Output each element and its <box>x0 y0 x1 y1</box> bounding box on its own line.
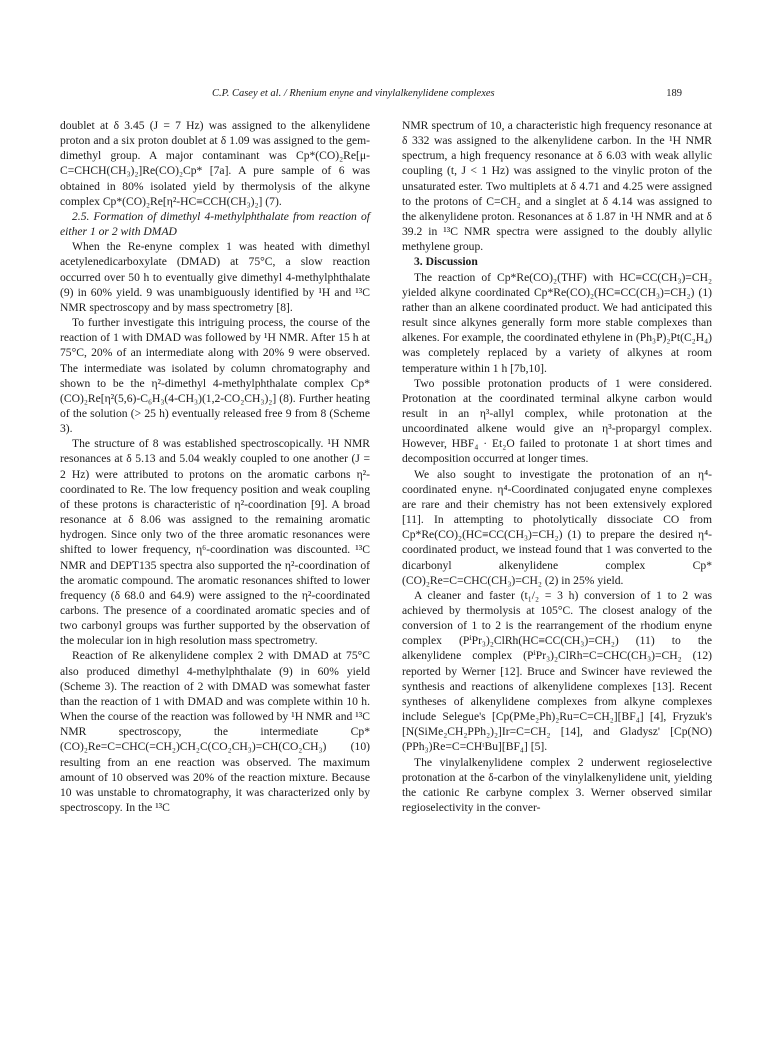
paragraph: doublet at δ 3.45 (J = 7 Hz) was assigned to the alkenylidene proton and a six proton doublet at δ 1.09 was assigned to the gem-dimethyl group. A major contaminant was Cp*(CO)₂Re[μ-C=CHCH(CH₃)₂]Re(CO)₂Cp* [7a]. A pure sample of 6 was obtained in 80% isolated yield by thermolysis of the alkyne complex Cp*(CO)₂Re[η²-HC≡CCH(CH₃)₂] (7). <box>60 119 370 208</box>
paragraph: The structure of 8 was established spectroscopically. ¹H NMR resonances at δ 5.13 and 5.04 weakly coupled to one another (J = 2 Hz) were attributed to protons on the aromatic carbons η²-coordinated to Re. The low frequency position and weak coupling of these protons is characteristic of η²-coordination [9]. A broad resonance at δ 8.06 was assigned to the remaining aromatic hydrogen. Since only two of the three aromatic resonances were shifted to lower frequency, η⁶-coordination was discounted. ¹³C NMR and DEPT135 spectra also supported the η²-coordination of the aromatic compound. The aromatic resonances shifted to lower frequency (δ 68.0 and 64.9) were assigned to the η²-coordinated carbons. The presence of a coordinated aromatic species and of two carbonyl groups was further supported by the observation of the molecular ion in high resolution mass spectrometry. <box>60 437 370 648</box>
paragraph: To further investigate this intriguing process, the course of the reaction of 1 with DMAD was followed by ¹H NMR. After 15 h at 75°C, 20% of an intermediate along with 20% 9 were observed. The intermediate was isolated by column chromatography and shown to be the η²-dimethyl 4-methylphthalate complex Cp*(CO)₂Re[η²(5,6)-C₆H₃(4-CH₃)(1,2-CO₂CH₃)₂] (8). Further heating of the solution (> 25 h) eventually released free 9 from 8 (Scheme 3). <box>60 316 370 436</box>
right-column <box>402 118 712 815</box>
paragraph: We also sought to investigate the protonation of an η⁴-coordinated enyne. η⁴-Coordinated conjugated enyne complexes are rare and their chemistry has not been extensively explored [11]. In attempting to photolytically dissociate CO from Cp*Re(CO)₂(HC≡CC(CH₃)=CH₂) (1) to prepare the desired η⁴-coordinated product, we instead found that 1 was converted to the dicarbonyl alkenylidene complex Cp*(CO)₂Re=C=CHC(CH₃)=CH₂ (2) in 25% yield. <box>402 467 712 587</box>
subsection-heading: 2.5. Formation of dimethyl 4-methylphthalate from reaction of either 1 or 2 with DMAD <box>60 209 370 239</box>
paragraph: The reaction of Cp*Re(CO)₂(THF) with HC≡CC(CH₃)=CH₂ yielded alkyne coordinated Cp*Re(CO)₂(HC≡CC(CH₃)=CH₂) (1) rather than an alkene coordinated product. We had anticipated this result since alkynes generally form more stable complexes than alkenes. For example, the coordinated ethylene in (Ph₃P)₂Pt(C₂H₄) was completely replaced by a variety of alkynes at room temperature within 1 h [7b,10]. <box>402 270 712 375</box>
paragraph: The vinylalkenylidene complex 2 underwent regioselective protonation at the δ-carbon of the vinylalkenylidene unit, yielding the cationic Re carbyne complex 3. Werner observed similar regioselectivity in the conver- <box>402 755 712 815</box>
paragraph: A cleaner and faster (t₁/₂ = 3 h) conversion of 1 to 2 was achieved by thermolysis at 105°C. The closest analogy of the conversion of 1 to 2 is the rearrangement of the rhodium enyne complex (PⁱPr₃)₂ClRh(HC≡CC(CH₃)=CH₂) (11) to the alkenylidene complex (PⁱPr₃)₂ClRh=C=CHC(CH₃)=CH₂ (12) reported by Werner [12]. Bruce and Swincer have reviewed the synthesis and reactions of alkenylidene complexes [13]. Recent syntheses of alkenylidene complexes from alkyne complexes include Selegue's [Cp(PMe₂Ph)₂Ru=C=CH₂][BF₄] [4], Fryzuk's [N(SiMe₂CH₂PPh₂)₂]Ir=C=CH₂ [14], and Gladysz' [Cp(NO)(PPh₃)Re=C=CHᵗBu][BF₄] [5]. <box>402 588 712 754</box>
page-number: 189 <box>666 88 682 99</box>
paragraph: Two possible protonation products of 1 were considered. Protonation at the coordinated terminal alkyne carbon would result in an η³-allyl complex, while protonation at the uncoordinated alkene would give an η³-propargyl complex. However, HBF₄ · Et₂O failed to protonate 1 at short times and decomposition occurred at longer times. <box>402 376 712 466</box>
section-heading: 3. Discussion <box>414 255 478 269</box>
paragraph: NMR spectrum of 10, a characteristic high frequency resonance at δ 332 was assigned to the alkenylidene carbon. In the ¹H NMR spectrum, a high frequency resonance at δ 6.03 with weak allylic coupling (t, J < 1 Hz) was assigned to the vinylic proton of the unsaturated ester. Two multiplets at δ 4.71 and 4.25 were assigned to the protons of C=CH₂ and a singlet at δ 4.14 was assigned to the alkenylidene proton. Resonances at δ 1.87 in ¹H NMR and at δ 39.2 in ¹³C NMR spectra were assigned to the doubly allylic methylene group. <box>402 119 712 254</box>
two-column-body <box>60 118 712 815</box>
running-header <box>212 88 682 99</box>
running-title: C.P. Casey et al. / Rhenium enyne and vinylalkenylidene complexes <box>212 88 495 99</box>
paragraph: Reaction of Re alkenylidene complex 2 with DMAD at 75°C also produced dimethyl 4-methylphthalate (9) in 60% yield (Scheme 3). The reaction of 2 with DMAD was somewhat faster than the reaction of 1 with DMAD and was complete within 10 h. When the course of the reaction was followed by ¹H NMR and ¹³C NMR spectroscopy, the intermediate Cp*(CO)₂Re=C=CHC(=CH₂)CH₂C(CO₂CH₃)=CH(CO₂CH₃) (10) resulting from an ene reaction was observed. The maximum amount of 10 observed was 20% of the reaction mixture. Because 10 was unstable to chromatography, it was characterized only by spectroscopy. In the ¹³C <box>60 649 370 815</box>
paragraph: When the Re-enyne complex 1 was heated with dimethyl acetylenedicarboxylate (DMAD) at 75°C, a slow reaction occurred over 50 h to eventually give dimethyl 4-methylphthalate (9) in 60% yield. 9 was unambiguously identified by ¹H and ¹³C NMR spectroscopy and by mass spectrometry [8]. <box>60 240 370 314</box>
left-column <box>60 118 370 815</box>
